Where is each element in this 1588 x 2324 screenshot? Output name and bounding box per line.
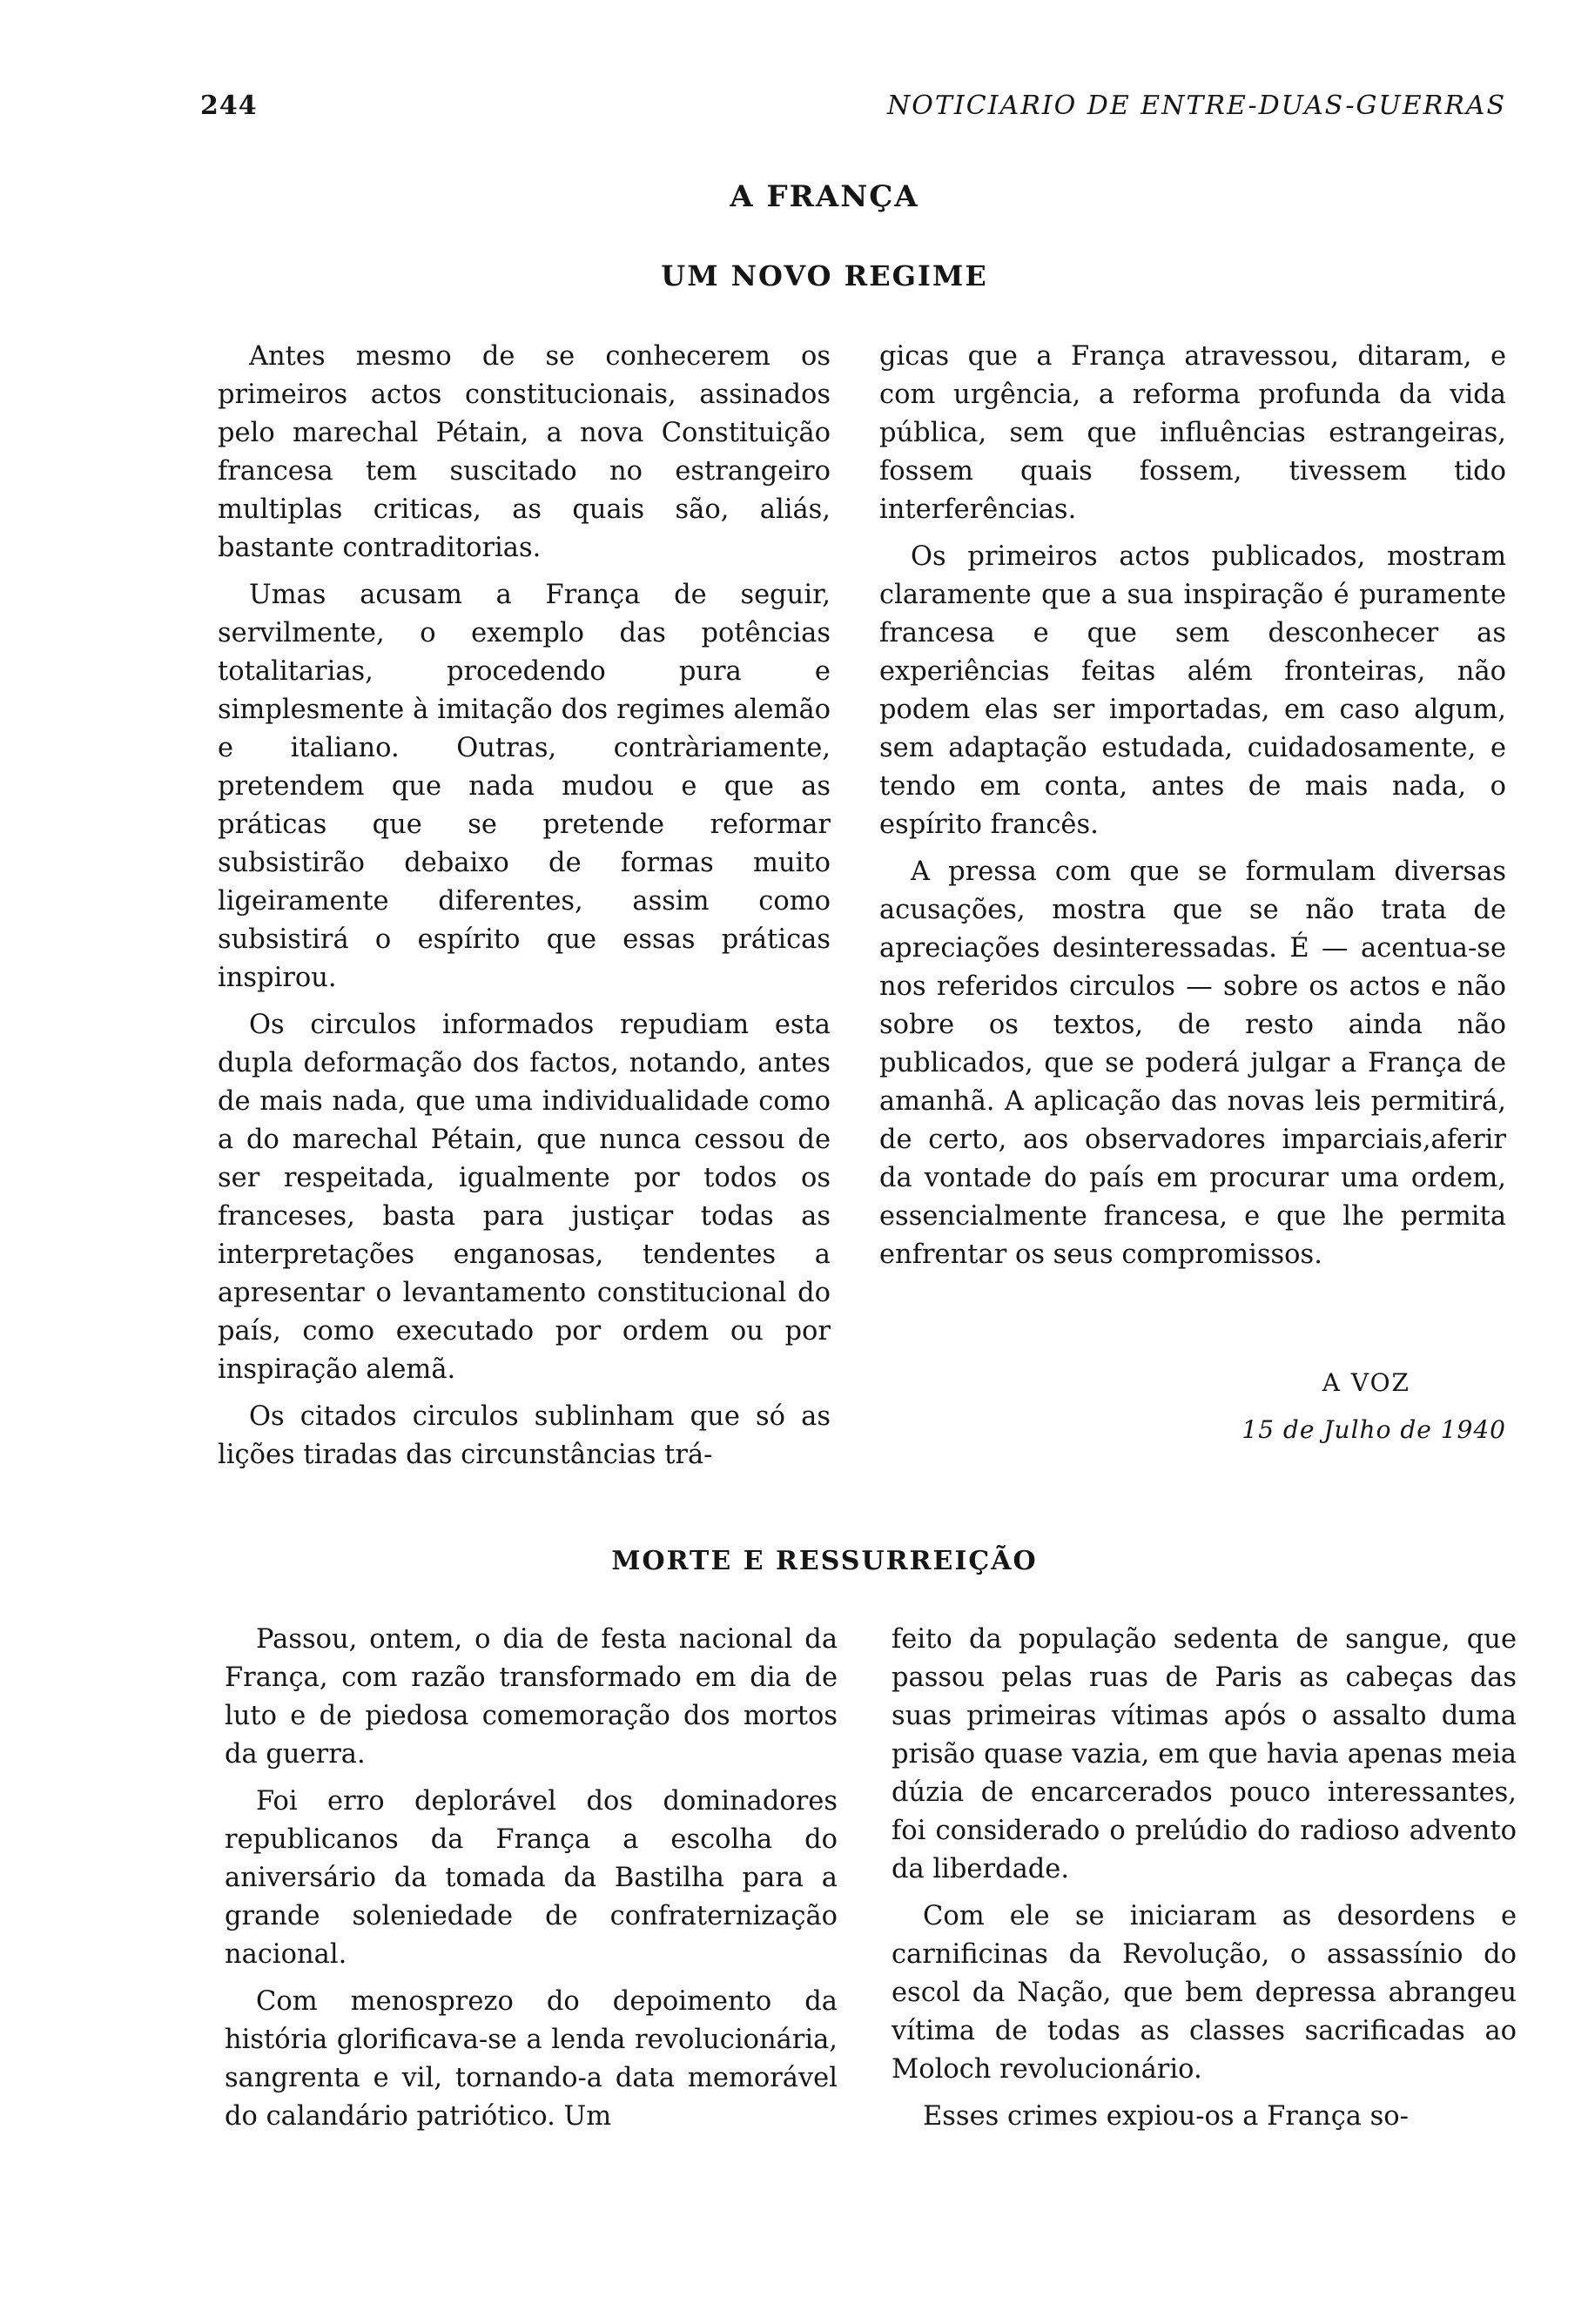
paragraph: gicas que a França atravessou, ditaram, e com urgência, a reforma profunda da vida pública, sem que influências estrangeiras, fossem quais fossem, tivessem tido interferências. (879, 341, 1506, 525)
running-head: NOTICIARIO DE ENTRE-DUAS-GUERRAS (887, 91, 1506, 121)
paragraph: Os circulos informados repudiam esta dupla deformação dos factos, notando, antes de mais nada, que uma individualidade como a do marechal Pétain, que nunca cessou de ser respeitada, igualmente por todos os franceses, basta para justiçar todas as interpretações enganosas, tendentes a apresentar o levantamento constitucional do país, como executado por ordem ou por inspiração alemã. (218, 1010, 831, 1385)
article2-left-column (225, 1621, 838, 2145)
paragraph: Umas acusam a França de seguir, servilmente, o exemplo das potências totalitarias, procedendo pura e simplesmente à imitação dos regimes alemão e italiano. Outras, contràriamente, pretendem que nada mudou e que as práticas que se pretende reformar subsistirão debaixo de formas muito ligeiramente diferentes, assim como subsistirá o espírito que essas práticas inspirou. (218, 580, 831, 993)
article2-right-column (892, 1621, 1517, 2145)
paragraph: Os citados circulos sublinham que só as lições tiradas das circunstâncias trá- (218, 1401, 831, 1470)
page-number: 244 (200, 91, 258, 121)
paragraph: A pressa com que se formulam diversas acusações, mostra que se não trata de apreciações desinteressadas. É — acentua-se nos referidos circulos — sobre os actos e não sobre os textos, de resto ainda não publicados, que se poderá julgar a França de amanhã. A aplicação das novas leis permitirá, de certo, aos observadores imparciais,aferir da vontade do país em procurar uma ordem, essencialmente francesa, e que lhe permita enfrentar os seus compromissos. (879, 856, 1506, 1270)
section-title: A FRANÇA (730, 179, 919, 214)
paragraph: Com ele se iniciaram as desordens e carnificinas da Revolução, o assassínio do escol da Nação, que bem depressa abrangeu vítima de todas as classes sacrificadas ao Moloch revolucionário. (892, 1901, 1517, 2085)
article-date: 15 de Julho de 1940 (1241, 1415, 1506, 1444)
paragraph: feito da população sedenta de sangue, que passou pelas ruas de Paris as cabeças das suas primeiras vítimas após o assalto duma prisão quase vazia, em que havia apenas meia dúzia de encarcerados pouco interessantes, foi considerado o prelúdio do radioso advento da liberdade. (892, 1624, 1517, 1884)
article-title-morte-ressurreicao: MORTE E RESSURREIÇÃO (611, 1546, 1038, 1576)
paragraph: Com menosprezo do depoimento da história glorificava-se a lenda revolucionária, sangrenta e vil, tornando-a data memorável do calandário patriótico. Um (225, 1986, 838, 2132)
paragraph: Foi erro deplorável dos dominadores republicanos da França a escolha do aniversário da tomada da Bastilha para a grande soleniedade de confraternização nacional. (225, 1786, 838, 1970)
article-source: A VOZ (1322, 1368, 1410, 1397)
paragraph: Os primeiros actos publicados, mostram claramente que a sua inspiração é puramente francesa e que sem desconhecer as experiências feitas além fronteiras, não podem elas ser importadas, em caso algum, sem adaptação estudada, cuidadosamente, e tendo em conta, antes de mais nada, o espírito francês. (879, 541, 1506, 840)
paragraph: Antes mesmo de se conhecerem os primeiros actos constitucionais, assinados pelo marechal Pétain, a nova Constituição francesa tem suscitado no estrangeiro multiplas criticas, as quais são, aliás, bastante contraditorias. (218, 341, 831, 563)
paragraph: Passou, ontem, o dia de festa nacional da França, com razão transformado em dia de luto e de piedosa comemoração dos mortos da guerra. (225, 1624, 838, 1770)
article-title-novo-regime: UM NOVO REGIME (661, 259, 988, 292)
article1-right-column (879, 338, 1506, 1283)
article1-left-column (218, 338, 831, 1483)
paragraph: Esses crimes expiou-os a França so- (923, 2101, 1409, 2132)
